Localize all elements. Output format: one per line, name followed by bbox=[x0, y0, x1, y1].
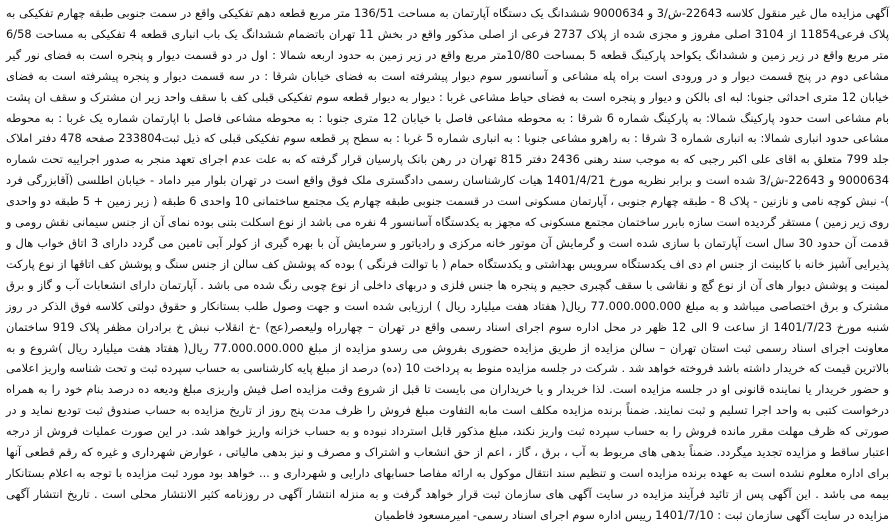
auction-notice-text: آگهی مزایده مال غیر منقول کلاسه 22643-ش/3 و 9000634 ششدانگ یک دستگاه آپارتمان به مساحت 136/51 متر مربع قطعه دهم تفکیکی واقع در سمت جنوبی طبقه چهارم تفکیکی به پلاک فرعی11854 از 3104 اصلی مفروز و مجزی شده از پلاک 2737 فرعی از اصلی مذکور واقع در بخش 11 تهران باتضمام ششدانگ یک باب انباری قطعه 4 تفکیکی به مساحت 6/58 متر مربع واقع در زیر زمین و ششدانگ یکواحد پارکینگ قطعه 5 بمساحت 10/80متر مربع واقع در زیر زمین به حدود اربعه شمالا : اول در دو قسمت دیوار و پنجره است به فضای نور گیر مشاعی دوم در پنج قسمت دیوار و در ورودی است براه پله مشاعی و آسانسور سوم دیوار پیشرفته است به فضای خیابان شرقا : در سه قسمت دیوار و پنجره پیشرفته است به فضای خیابان 12 متری احداثی جنوبا: لبه ای بالکن و دیوار و پنجره است به فضای حیاط مشاعی غربا : دیوار به دیوار قطعه سوم تفکیکی قبلی کف با سقف واحد زیر ان مشترک و سقف ان پشت بام مشاعی است حدود پارکینگ شمالا: به پارکینگ شماره 6 شرقا : به محوطه مشاعی فاصل با خیابان 12 متری جنوبا : به محوطه مشاعی فاصل با اپارتمان شماره یک غربا : به محوطه مشاعی حدود انباری شمالا: به انباری شماره 3 شرقا : به راهرو مشاعی جنوبا : به انباری شماره 5 غربا : به سطح پر قطعه سوم تفکیکی قبلی که ذیل ثبت233804 صفحه 478 دفتر املاک جلد 799 متعلق به اقای علی اکبر رجبی که به موجب سند رهنی 2436 دفتر 815 تهران در رهن بانک پارسیان قرار گرفته که به علت عدم اجرای تعهد منجر به صدور اجراییه تحت شماره 9000634 و 22643-ش/3 شده است و برابر نظریه مورخ 1401/4/21 هیات کارشناسان رسمی دادگستری ملک فوق واقع است در تهران بلوار میر داماد - خیابان اطلسی (آقابزرگی فرد )- نبش کوچه نامی و نازنین - پلاک 8 - طبقه چهارم جنوبی ، آپارتمان مسکونی است در قسمت جنوبی طبقه چهارم یک مجتمع ساختمانی 10 واحدی 6 طبقه ( زیر زمین + 5 طبقه دو واحدی روی زیر زمین ) مستقر گردیده است سازه بابرر ساختمان مجتمع مسکونی که مجهز به یکدستگاه آسانسور 4 نفره می باشد از نوع اسکلت بتنی بوده نمای آن از جنس سیمانی نقش رومی و قدمت آن حدود 30 سال است آپارتمان با سازی شده است و گرمایش آن موتور خانه مرکزی و رادیاتور و سرمایش آن با بهره گیری از کولر آبی تامین می گردد دارای 3 اتاق خواب هال و پذیرایی آشپز خانه با کابینت از جنس ام دی اف یکدستگاه سرویس بهداشتی و یکدستگاه حمام ( با توالت فرنگی ) بوده که پوشش کف سالن از جنس سنگ و پوشش کف اتاقها از نوع پارکت لمینت و پوشش دیوار های آن از نوع گچ و نقاشی با سقف گچبری حجیم و پنجره ها جنس فلزی و دربهای داخلی از نوع چوبی رنگ شده می باشد . آپارتمان دارای انشعابات آب و گاز و برق مشترک و برق اختصاصی میباشد و به مبلغ 77.000.000.000 ریال( هفتاد هفت میلیارد ریال ) ارزیابی شده است و جهت وصول طلب بستانکار و حقوق دولتی کلاسه فوق الذکر در روز شنبه مورخ 1401/7/23 از ساعت 9 الی 12 ظهر در محل اداره سوم اجرای اسناد رسمی واقع در تهران – چهارراه ولیعصر(عج) -خ انقلاب نبش خ برادران مظفر پلاک 919 ساختمان معاونت اجرای اسناد رسمی ثبت استان تهران – سالن مزایده از طریق مزایده حضوری بفروش می رسدو مزایده از مبلغ 77.000.000.000 ریال( هفتاد هفت میلیارد ریال )شروع و به بالاترین قیمت که خریدار داشته باشد فروخته خواهد شد . شرکت در جلسه مزایده منوط به پرداخت 10 (ده) درصد از مبلغ پایه کارشناسی به حساب سپرده ثبت و تحت شناسه واریز اعلامی و حضور خریدار یا نماینده قانونی او در جلسه مزایده است. لذا خریدار و یا خریداران می بایست تا قبل از شروع وقت مزایده اصل فیش واریزی مبلغ ودیعه ده درصد بنام خود را به همراه درخواست کتبی به واحد اجرا تسلیم و ثبت نمایند. ضمناً برنده مزایده مکلف است مابه التفاوت مبلغ فروش را ظرف مدت پنج روز از تاریخ مزایده به حساب صندوق ثبت تودیع نماید و در صورتی که ظرف مهلت مقرر مانده فروش را به حساب سپرده ثبت واریز نکند، مبلغ مذکور قابل استرداد نبوده و به حساب خزانه واریز خواهد شد. در این صورت عملیات فروش از درجه اعتبار ساقط و مزایده تجدید میگردد. ضمناً بدهی های مربوط به آب ، برق ، گاز ، اعم از حق انشعاب و اشتراک و مصرف و نیز بدهی مالیاتی ، عوارض شهرداری و غیره که رقم قطعی آنها برای اداره معلوم نشده است به عهده برنده مزایده است و تنظیم سند انتقال موکول به ارائه مفاصا حسابهای دارایی و شهرداری و ... خواهد بود مورد ثبت مزایده با توجه به اعلام بستانکار بیمه می باشد . این آگهی پس از تائید فرآیند مزایده در سایت آگهی های سازمان ثبت قرار خواهد گرفت و به منزله انتشار آگهی در روزنامه کثیر الانتشار محلی است . تاریخ انتشار آگهی مزایده در سایت آگهی سازمان ثبت : 1401/7/10 رییس اداره سوم اجرای اسناد رسمی- امیرمسعود فاطمیان bbox=[6, 6, 890, 522]
